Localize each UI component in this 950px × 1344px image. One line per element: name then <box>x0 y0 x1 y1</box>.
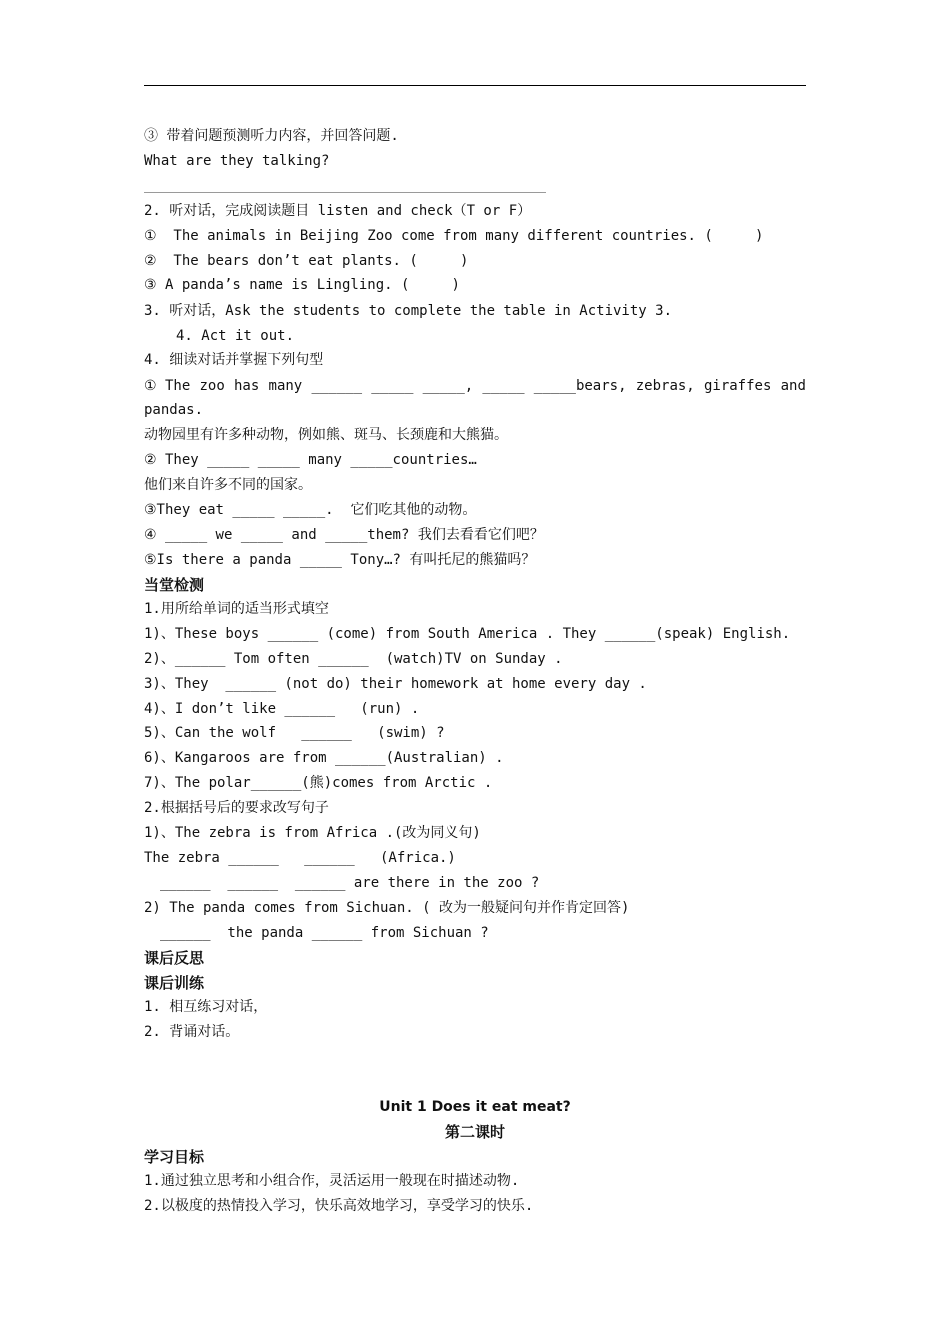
rewrite-1-b: ______ ______ ______ are there in the zoo ? <box>160 875 540 891</box>
sentence-1-cont: pandas. <box>144 402 204 418</box>
sentence-1-word: ① The <box>144 378 191 394</box>
rewrite-1-a: The zebra ______ ______ (Africa.) <box>144 850 456 866</box>
training-item-2: 2. 背诵对话。 <box>144 1024 240 1040</box>
lesson-subtitle: 第二课时 <box>444 1123 505 1141</box>
sentence-1-word: many <box>268 378 303 394</box>
task4-title: 4. 细读对话并掌握下列句型 <box>144 352 324 368</box>
test-item-3: 3)、They ______ (not do) their homework at home every day . <box>144 676 647 692</box>
test-section1-title: 1.用所给单词的适当形式填空 <box>144 601 329 617</box>
sentence-1-word: _____ <box>371 378 414 394</box>
reflection-heading: 课后反思 <box>144 949 205 967</box>
goals-heading: 学习目标 <box>144 1148 205 1166</box>
tf-item-3: ③ A panda’s name is Lingling. ( ) <box>144 277 460 293</box>
predict-question: What are they talking? <box>144 153 330 169</box>
sentence-1-word: and <box>780 378 806 394</box>
training-item-1: 1. 相互练习对话， <box>144 999 268 1015</box>
sentence-1-word: zebras, <box>635 378 695 394</box>
test-item-7: 7)、The polar______(熊)comes from Arctic . <box>144 775 493 791</box>
task3: 3. 听对话，Ask the students to complete the table in Activity 3. <box>144 303 673 319</box>
sentence-5: ⑤Is there a panda _____ Tony…? 有叫托尼的熊猫吗？ <box>144 552 536 568</box>
test-item-6: 6)、Kangaroos are from ______(Australian) . <box>144 750 504 766</box>
sentence-1-word: zoo <box>199 378 225 394</box>
training-heading: 课后训练 <box>144 974 205 992</box>
header-rule <box>144 85 806 86</box>
sentence-1-word: has <box>234 378 260 394</box>
task4-act: 4. Act it out. <box>176 328 295 344</box>
task2-title: 2. 听对话，完成阅读题目 listen and check（T or F） <box>144 203 532 219</box>
test-item-5: 5)、Can the wolf ______ (swim) ? <box>144 725 445 741</box>
sentence-1-word: _____, <box>422 378 474 394</box>
answer-blank-line <box>144 192 546 193</box>
goal-1: 1.通过独立思考和小组合作，灵活运用一般现在时描述动物. <box>144 1173 520 1189</box>
sentence-1-cn: 动物园里有许多种动物，例如熊、斑马、长颈鹿和大熊猫。 <box>144 427 508 443</box>
rewrite-2-a: ______ the panda ______ from Sichuan ? <box>160 925 489 941</box>
test-item-1: 1)、These boys ______ (come) from South America . They ______(speak) English. <box>144 626 791 642</box>
sentence-3: ③They eat _____ _____. 它们吃其他的动物。 <box>144 502 477 518</box>
sentence-2-cn: 他们来自许多不同的国家。 <box>144 477 312 493</box>
test-item-2: 2)、______ Tom often ______ (watch)TV on Sunday . <box>144 651 563 667</box>
sentence-1-word: ______ <box>311 378 363 394</box>
test-section2-title: 2.根据括号后的要求改写句子 <box>144 800 329 816</box>
sentence-1 <box>144 376 806 396</box>
sentence-4: ④ _____ we _____ and _____them? 我们去看看它们吧？ <box>144 527 544 543</box>
tf-item-2: ② The bears don’t eat plants. ( ) <box>144 253 469 269</box>
test-item-4: 4)、I don’t like ______ (run) . <box>144 701 420 717</box>
sentence-2: ② They _____ _____ many _____countries… <box>144 452 477 468</box>
sentence-1-word: giraffes <box>703 378 772 394</box>
test-heading: 当堂检测 <box>144 576 205 594</box>
tf-item-1: ① The animals in Beijing Zoo come from many different countries. ( ) <box>144 228 764 244</box>
predict-item: ③ 带着问题预测听力内容，并回答问题. <box>144 128 399 144</box>
lesson-title: Unit 1 Does it eat meat? <box>379 1099 571 1115</box>
sentence-1-word: _____bears, <box>533 378 627 394</box>
sentence-1-word: _____ <box>482 378 525 394</box>
rewrite-1: 1)、The zebra is from Africa .(改为同义句) <box>144 825 481 841</box>
goal-2: 2.以极度的热情投入学习，快乐高效地学习，享受学习的快乐. <box>144 1198 534 1214</box>
rewrite-2: 2) The panda comes from Sichuan. ( 改为一般疑问句并作肯定回答) <box>144 900 630 916</box>
